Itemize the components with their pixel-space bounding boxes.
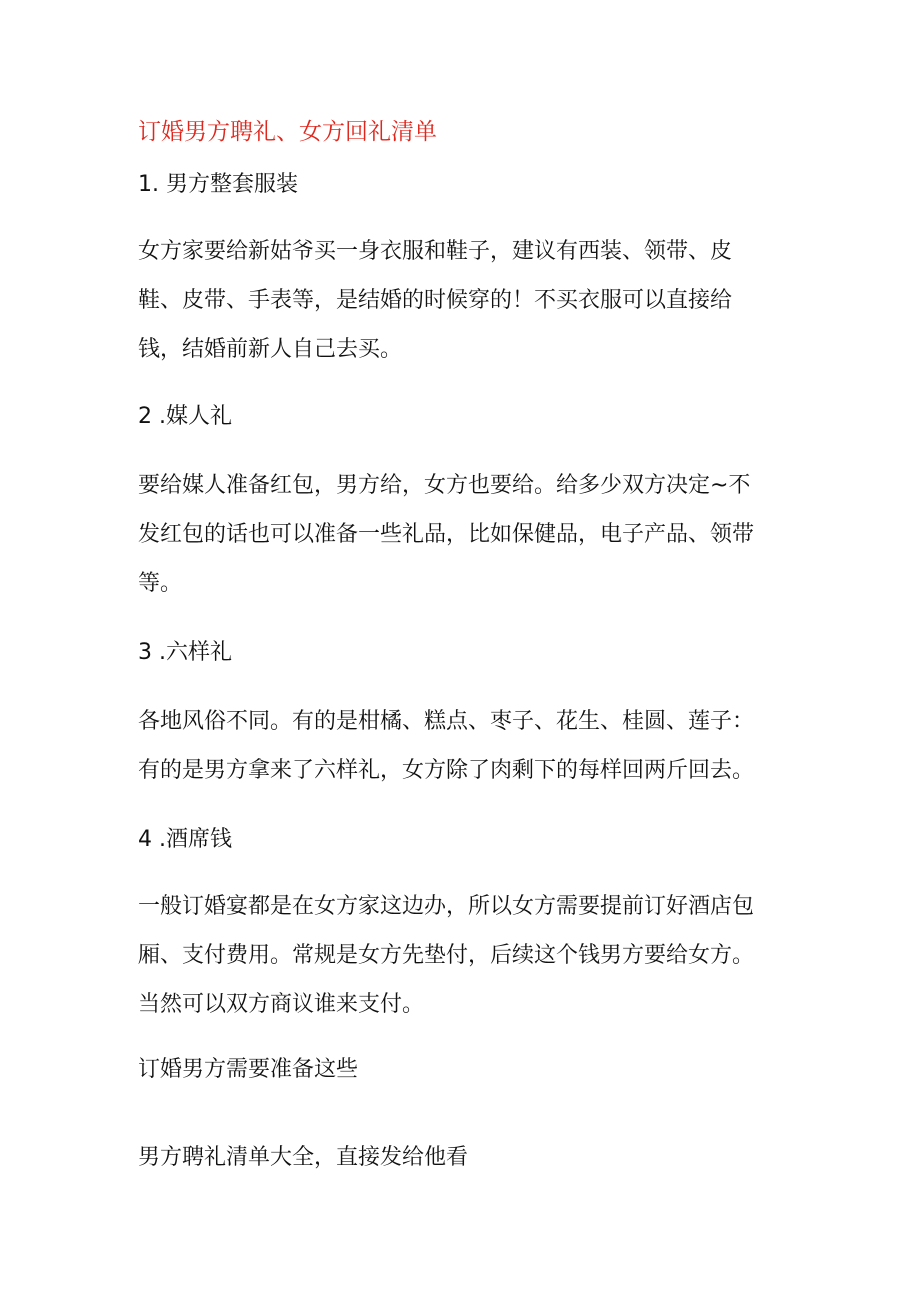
paragraph-line: 钱，结婚前新人自己去买。 bbox=[138, 337, 403, 362]
paragraph-line: 女方家要给新姑爷买一身衣服和鞋子，建议有西装、领带、皮 bbox=[138, 239, 733, 264]
paragraph-line: 要给媒人准备红包，男方给，女方也要给。给多少双方决定~不 bbox=[138, 473, 751, 498]
paragraph-line: 各地风俗不同。有的是柑橘、糕点、枣子、花生、桂圆、莲子： bbox=[138, 709, 755, 734]
section-paragraph-clothing bbox=[138, 227, 798, 374]
closing-line-checklist: 男方聘礼清单大全，直接发给他看 bbox=[138, 1145, 469, 1170]
paragraph-line: 厢、支付费用。常规是女方先垫付，后续这个钱男方要给女方。 bbox=[138, 943, 755, 968]
paragraph-line: 等。 bbox=[138, 571, 183, 596]
section-heading-clothing: 1. 男方整套服装 bbox=[138, 172, 298, 197]
paragraph-line: 一般订婚宴都是在女方家这边办，所以女方需要提前订好酒店包 bbox=[138, 894, 755, 919]
document-title: 订婚男方聘礼、女方回礼清单 bbox=[138, 119, 437, 145]
section-paragraph-six-gifts bbox=[138, 697, 798, 795]
section-heading-six-gifts: 3 .六样礼 bbox=[138, 640, 232, 665]
section-heading-matchmaker: 2 .媒人礼 bbox=[138, 404, 232, 429]
section-heading-banquet: 4 .酒席钱 bbox=[138, 827, 232, 852]
paragraph-line: 鞋、皮带、手表等，是结婚的时候穿的！不买衣服可以直接给 bbox=[138, 288, 733, 313]
section-paragraph-banquet bbox=[138, 882, 798, 1029]
section-paragraph-matchmaker bbox=[138, 461, 798, 608]
paragraph-line: 当然可以双方商议谁来支付。 bbox=[138, 992, 425, 1017]
closing-line-preparation: 订婚男方需要准备这些 bbox=[138, 1057, 359, 1082]
paragraph-line: 有的是男方拿来了六样礼，女方除了肉剩下的每样回两斤回去。 bbox=[138, 758, 755, 783]
paragraph-line: 发红包的话也可以准备一些礼品，比如保健品，电子产品、领带 bbox=[138, 522, 755, 547]
